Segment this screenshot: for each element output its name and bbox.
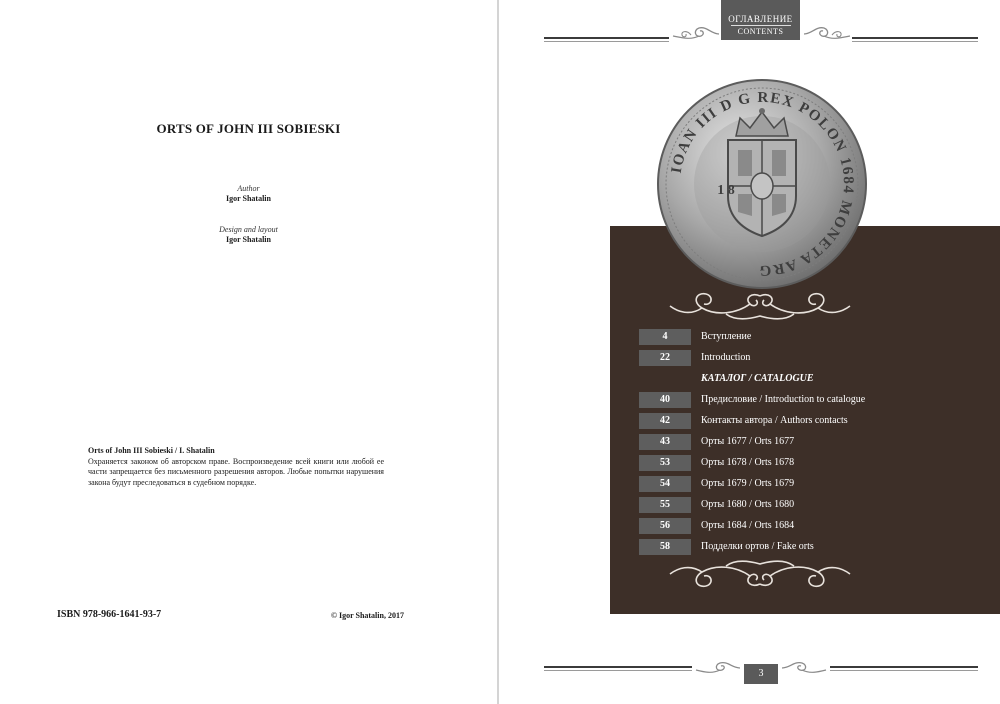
toc-section-title: КАТАЛОГ / CATALOGUE [701, 373, 814, 384]
toc-row[interactable] [639, 516, 979, 537]
author-name: Igor Shatalin [226, 194, 271, 203]
footer-rule-right-thin [830, 670, 978, 671]
footer-rule-right [830, 666, 978, 668]
book-title: ORTS OF JOHN III SOBIESKI [156, 121, 341, 136]
footer-rule-left-thin [544, 670, 692, 671]
footer-rule-left [544, 666, 692, 668]
author-role: Author [237, 184, 260, 193]
toc-page-number: 55 [639, 497, 691, 513]
toc-page-number: 54 [639, 476, 691, 492]
copyright-text: Охраняется законом об авторском праве. Воспроизведение всей книги или любой ее части запрещается без письменного разрешения авторов. Любые попытки нарушения закона будут преследоваться в судебном порядке. [88, 456, 384, 487]
toc-row[interactable] [639, 474, 979, 495]
toc-page-number: 4 [639, 329, 691, 345]
toc-row[interactable] [639, 495, 979, 516]
toc-page-number: 42 [639, 413, 691, 429]
header-rule-right [852, 37, 978, 39]
ornamental-flourish-icon [666, 288, 854, 324]
toc-row[interactable] [639, 327, 979, 348]
toc-page-number: 53 [639, 455, 691, 471]
header-rule-left-thin [544, 41, 669, 42]
silver-coin-icon [656, 78, 868, 290]
toc-row[interactable] [639, 432, 979, 453]
contents-header-tab [721, 0, 800, 40]
header-rule-left [544, 37, 669, 39]
toc-page-number: 40 [639, 392, 691, 408]
design-role: Design and layout [219, 225, 278, 234]
ornamental-flourish-icon [666, 556, 854, 592]
toc-label: Орты 1677 / Orts 1677 [701, 436, 795, 447]
copyright-owner: © Igor Shatalin, 2017 [331, 611, 404, 620]
toc-page-number: 56 [639, 518, 691, 534]
toc-label: Орты 1679 / Orts 1679 [701, 478, 795, 489]
ornamental-flourish-icon [802, 22, 852, 44]
toc-label: Introduction [701, 352, 751, 363]
toc-label: Орты 1678 / Orts 1678 [701, 457, 795, 468]
toc-row[interactable] [639, 537, 979, 558]
toc-section-row [639, 369, 979, 390]
coin-legend: IOAN III D G REX POLON 1684 MONETA ARG [668, 89, 857, 279]
toc-label: Орты 1684 / Orts 1684 [701, 520, 795, 531]
page-number: 3 [744, 664, 778, 684]
toc-label: Контакты автора / Authors contacts [701, 415, 848, 426]
toc-row[interactable] [639, 411, 979, 432]
header-rule-right-thin [852, 41, 978, 42]
toc-page-number: 22 [639, 350, 691, 366]
ornamental-flourish-icon [694, 658, 742, 678]
toc-label: Подделки ортов / Fake orts [701, 541, 814, 552]
toc-label: Вступление [701, 331, 752, 342]
toc-label: Орты 1680 / Orts 1680 [701, 499, 795, 510]
isbn: ISBN 978-966-1641-93-7 [57, 609, 162, 620]
shield-icon [728, 140, 796, 236]
table-of-contents [639, 327, 979, 558]
toc-page-number: 58 [639, 539, 691, 555]
toc-row[interactable] [639, 453, 979, 474]
ornamental-flourish-icon [780, 658, 828, 678]
design-name: Igor Shatalin [226, 235, 271, 244]
toc-label: Предисловие / Introduction to catalogue [701, 394, 866, 405]
copyright-title: Orts of John III Sobieski / I. Shatalin [88, 446, 215, 455]
toc-row[interactable] [639, 348, 979, 369]
copyright-block [88, 446, 384, 488]
header-separator [731, 25, 791, 26]
ornamental-flourish-icon [671, 22, 721, 44]
coin-date: 1 8 [717, 183, 735, 198]
toc-row[interactable] [639, 390, 979, 411]
right-page [499, 0, 1000, 704]
header-title-ru: ОГЛАВЛЕНИЕ [728, 14, 793, 24]
toc-page-number: 43 [639, 434, 691, 450]
header-title-en: CONTENTS [737, 27, 784, 36]
left-page [0, 0, 497, 704]
